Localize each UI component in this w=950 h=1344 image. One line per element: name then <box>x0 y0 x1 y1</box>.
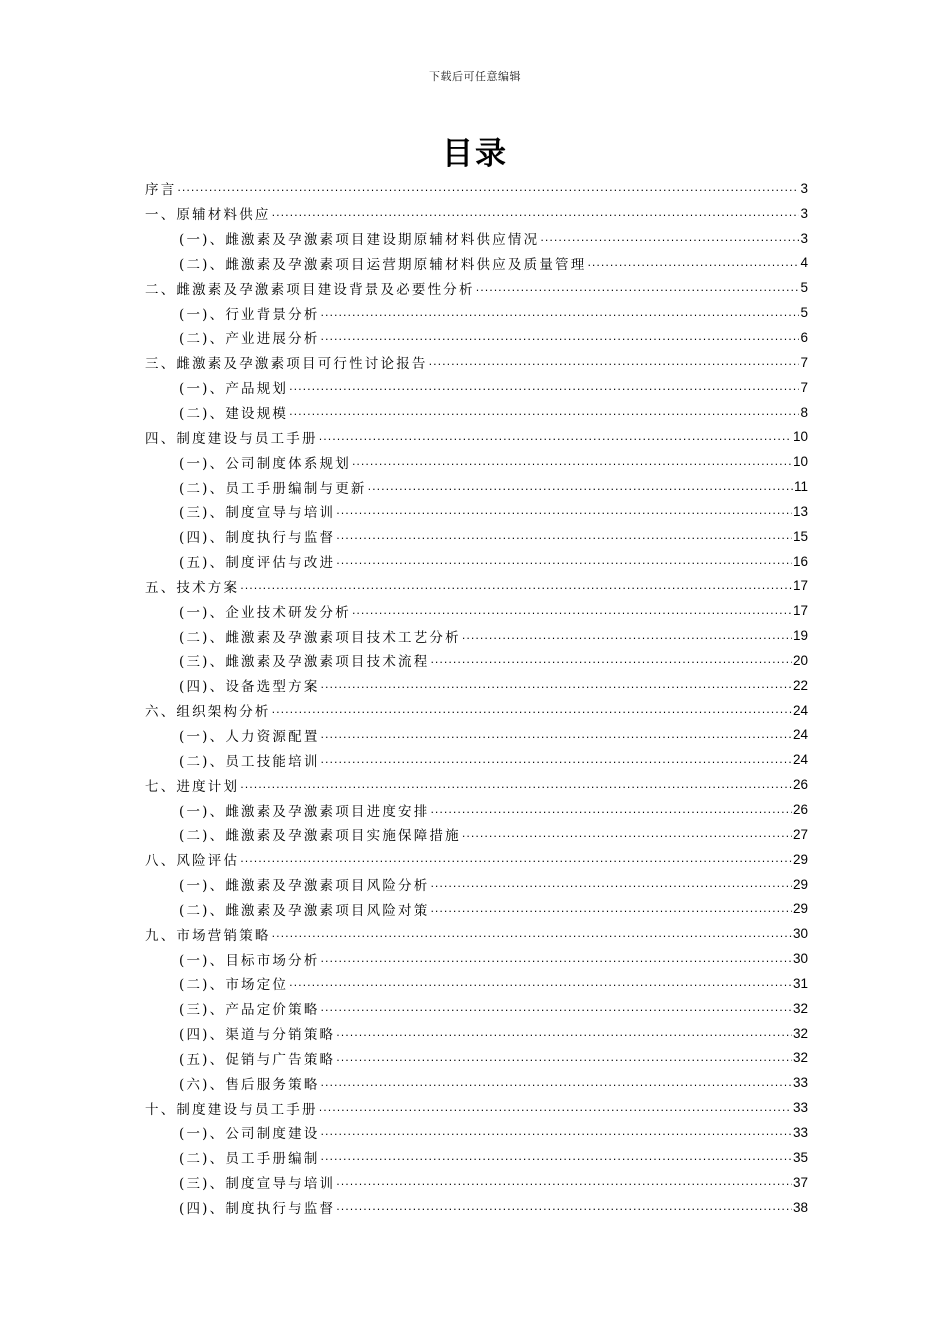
toc-entry-page-number: 29 <box>792 901 808 917</box>
toc-entry-chapter[interactable] <box>145 176 808 201</box>
toc-entry-label: 三、雌激素及孕激素项目可行性讨论报告 <box>145 356 428 373</box>
toc-entry-label: (二)、雌激素及孕激素项目运营期原辅材料供应及质量管理 <box>179 256 587 273</box>
dot-leader <box>321 1074 792 1088</box>
dot-leader <box>319 1099 792 1113</box>
toc-entry-section[interactable] <box>145 524 808 549</box>
dot-leader <box>336 527 792 541</box>
dot-leader <box>321 950 792 964</box>
toc-entry-chapter[interactable] <box>145 772 808 797</box>
toc-entry-page-number: 17 <box>792 578 808 594</box>
toc-entry-label: 八、风险评估 <box>145 853 240 870</box>
toc-entry-page-number: 33 <box>792 1075 808 1091</box>
toc-entry-label: (二)、建设规模 <box>179 406 289 423</box>
dot-leader <box>476 279 800 293</box>
toc-entry-label: (一)、行业背景分析 <box>179 306 320 323</box>
toc-entry-chapter[interactable] <box>145 847 808 872</box>
toc-entry-label: (三)、产品定价策略 <box>179 1002 320 1019</box>
dot-leader <box>272 204 800 218</box>
toc-entry-page-number: 8 <box>800 404 808 420</box>
toc-entry-page-number: 30 <box>792 951 808 967</box>
toc-entry-page-number: 5 <box>800 305 808 321</box>
toc-entry-section[interactable] <box>145 449 808 474</box>
toc-entry-label: 二、雌激素及孕激素项目建设背景及必要性分析 <box>145 281 475 298</box>
toc-entry-section[interactable] <box>145 226 808 251</box>
toc-entry-section[interactable] <box>145 1046 808 1071</box>
toc-entry-section[interactable] <box>145 300 808 325</box>
toc-entry-section[interactable] <box>145 325 808 350</box>
dot-leader <box>336 1173 792 1187</box>
toc-entry-chapter[interactable] <box>145 574 808 599</box>
toc-entry-section[interactable] <box>145 648 808 673</box>
toc-entry-label: (三)、雌激素及孕激素项目技术流程 <box>179 654 430 671</box>
toc-entry-page-number: 30 <box>792 926 808 942</box>
toc-entry-label: 六、组织架构分析 <box>145 704 271 721</box>
toc-entry-label: 一、原辅材料供应 <box>145 207 271 224</box>
toc-entry-page-number: 10 <box>792 454 808 470</box>
toc-entry-section[interactable] <box>145 872 808 897</box>
toc-entry-page-number: 3 <box>800 180 808 196</box>
toc-entry-label: (二)、员工手册编制与更新 <box>179 480 367 497</box>
toc-entry-label: (一)、目标市场分析 <box>179 952 320 969</box>
toc-entry-chapter[interactable] <box>145 424 808 449</box>
toc-entry-chapter[interactable] <box>145 698 808 723</box>
toc-entry-label: (一)、公司制度体系规划 <box>179 455 351 472</box>
toc-entry-page-number: 35 <box>792 1149 808 1165</box>
toc-entry-section[interactable] <box>145 723 808 748</box>
dot-leader <box>430 801 792 815</box>
toc-entry-page-number: 33 <box>792 1100 808 1116</box>
toc-entry-label: 四、制度建设与员工手册 <box>145 430 318 447</box>
toc-entry-section[interactable] <box>145 1195 808 1220</box>
toc-entry-label: 十、制度建设与员工手册 <box>145 1101 318 1118</box>
toc-entry-chapter[interactable] <box>145 275 808 300</box>
toc-entry-section[interactable] <box>145 896 808 921</box>
toc-entry-label: (二)、雌激素及孕激素项目实施保障措施 <box>179 828 461 845</box>
toc-entry-label: 九、市场营销策略 <box>145 927 271 944</box>
dot-leader <box>321 304 800 318</box>
dot-leader <box>368 478 793 492</box>
toc-entry-label: (一)、雌激素及孕激素项目进度安排 <box>179 803 430 820</box>
dot-leader <box>240 850 792 864</box>
table-of-contents <box>145 176 808 1219</box>
toc-entry-section[interactable] <box>145 1145 808 1170</box>
toc-entry-page-number: 10 <box>792 429 808 445</box>
toc-entry-label: (五)、制度评估与改进 <box>179 555 336 572</box>
toc-entry-section[interactable] <box>145 1070 808 1095</box>
toc-entry-page-number: 7 <box>800 354 808 370</box>
toc-entry-label: (一)、雌激素及孕激素项目建设期原辅材料供应情况 <box>179 232 540 249</box>
toc-entry-page-number: 6 <box>800 329 808 345</box>
toc-entry-page-number: 4 <box>800 255 808 271</box>
toc-entry-page-number: 3 <box>800 230 808 246</box>
toc-entry-label: 五、技术方案 <box>145 579 240 596</box>
toc-entry-page-number: 11 <box>793 479 808 495</box>
page-title: 目录 <box>442 136 508 172</box>
toc-entry-page-number: 24 <box>792 727 808 743</box>
toc-entry-section[interactable] <box>145 747 808 772</box>
toc-entry-page-number: 24 <box>792 752 808 768</box>
toc-entry-section[interactable] <box>145 822 808 847</box>
toc-entry-section[interactable] <box>145 251 808 276</box>
toc-entry-label: (五)、促销与广告策略 <box>179 1051 336 1068</box>
toc-entry-label: (二)、市场定位 <box>179 977 289 994</box>
toc-entry-page-number: 15 <box>792 528 808 544</box>
toc-entry-page-number: 20 <box>792 652 808 668</box>
toc-entry-label: (一)、产品规划 <box>179 381 289 398</box>
toc-entry-page-number: 3 <box>800 205 808 221</box>
dot-leader <box>429 353 800 367</box>
toc-entry-section[interactable] <box>145 996 808 1021</box>
toc-entry-label: (一)、人力资源配置 <box>179 728 320 745</box>
toc-entry-label: (二)、雌激素及孕激素项目技术工艺分析 <box>179 629 461 646</box>
dot-leader <box>319 428 792 442</box>
dot-leader <box>430 651 792 665</box>
dot-leader <box>430 875 792 889</box>
dot-leader <box>321 751 792 765</box>
toc-entry-section[interactable] <box>145 971 808 996</box>
toc-entry-section[interactable] <box>145 673 808 698</box>
dot-leader <box>336 1049 792 1063</box>
dot-leader <box>587 254 799 268</box>
toc-entry-page-number: 27 <box>792 826 808 842</box>
toc-entry-page-number: 32 <box>792 1000 808 1016</box>
dot-leader <box>540 229 799 243</box>
dot-leader <box>321 999 792 1013</box>
toc-entry-chapter[interactable] <box>145 350 808 375</box>
dot-leader <box>336 502 792 516</box>
toc-entry-section[interactable] <box>145 400 808 425</box>
toc-entry-label: (一)、公司制度建设 <box>179 1126 320 1143</box>
dot-leader <box>177 179 799 193</box>
toc-entry-page-number: 26 <box>792 777 808 793</box>
dot-leader <box>321 1123 792 1137</box>
toc-entry-page-number: 22 <box>792 677 808 693</box>
toc-entry-label: (四)、渠道与分销策略 <box>179 1027 336 1044</box>
toc-entry-page-number: 38 <box>792 1199 808 1215</box>
toc-entry-page-number: 19 <box>792 628 808 644</box>
toc-entry-page-number: 32 <box>792 1050 808 1066</box>
toc-entry-section[interactable] <box>145 1021 808 1046</box>
toc-entry-section[interactable] <box>145 474 808 499</box>
header-note: 下载后可任意编辑 <box>429 70 521 83</box>
toc-entry-page-number: 32 <box>792 1025 808 1041</box>
toc-entry-label: (六)、售后服务策略 <box>179 1076 320 1093</box>
toc-entry-page-number: 13 <box>792 503 808 519</box>
toc-entry-label: (二)、员工手册编制 <box>179 1151 320 1168</box>
toc-entry-page-number: 33 <box>792 1124 808 1140</box>
toc-entry-label: 七、进度计划 <box>145 778 240 795</box>
toc-entry-section[interactable] <box>145 375 808 400</box>
toc-entry-page-number: 29 <box>792 876 808 892</box>
dot-leader <box>321 676 792 690</box>
toc-entry-page-number: 7 <box>800 379 808 395</box>
toc-entry-label: (四)、设备选型方案 <box>179 679 320 696</box>
toc-entry-page-number: 31 <box>792 975 808 991</box>
dot-leader <box>272 701 792 715</box>
toc-entry-label: (四)、制度执行与监督 <box>179 530 336 547</box>
toc-entry-chapter[interactable] <box>145 1095 808 1120</box>
toc-entry-section[interactable] <box>145 797 808 822</box>
toc-entry-page-number: 16 <box>792 553 808 569</box>
dot-leader <box>289 378 799 392</box>
toc-entry-label: (四)、制度执行与监督 <box>179 1201 336 1218</box>
dot-leader <box>462 627 792 641</box>
dot-leader <box>430 900 792 914</box>
toc-entry-label: (二)、员工技能培训 <box>179 753 320 770</box>
dot-leader <box>321 726 792 740</box>
dot-leader <box>240 577 792 591</box>
dot-leader <box>352 602 792 616</box>
dot-leader <box>321 328 800 342</box>
toc-entry-label: (二)、产业进展分析 <box>179 331 320 348</box>
dot-leader <box>336 1024 792 1038</box>
toc-entry-label: (三)、制度宣导与培训 <box>179 505 336 522</box>
toc-entry-section[interactable] <box>145 623 808 648</box>
toc-entry-label: (二)、雌激素及孕激素项目风险对策 <box>179 902 430 919</box>
dot-leader <box>272 925 792 939</box>
toc-entry-chapter[interactable] <box>145 201 808 226</box>
toc-entry-chapter[interactable] <box>145 921 808 946</box>
toc-entry-page-number: 29 <box>792 851 808 867</box>
dot-leader <box>462 825 792 839</box>
toc-entry-page-number: 5 <box>800 280 808 296</box>
dot-leader <box>336 552 792 566</box>
dot-leader <box>321 1148 792 1162</box>
dot-leader <box>336 1198 792 1212</box>
dot-leader <box>289 403 799 417</box>
toc-entry-page-number: 37 <box>792 1174 808 1190</box>
dot-leader <box>352 453 792 467</box>
toc-entry-page-number: 26 <box>792 802 808 818</box>
toc-entry-page-number: 24 <box>792 702 808 718</box>
toc-entry-section[interactable] <box>145 1120 808 1145</box>
toc-entry-section[interactable] <box>145 1170 808 1195</box>
toc-entry-label: 序言 <box>145 182 177 199</box>
toc-entry-section[interactable] <box>145 549 808 574</box>
toc-entry-label: (一)、企业技术研发分析 <box>179 604 351 621</box>
dot-leader <box>240 776 792 790</box>
toc-entry-section[interactable] <box>145 598 808 623</box>
toc-entry-label: (一)、雌激素及孕激素项目风险分析 <box>179 878 430 895</box>
toc-entry-section[interactable] <box>145 499 808 524</box>
toc-entry-page-number: 17 <box>792 603 808 619</box>
toc-entry-label: (三)、制度宣导与培训 <box>179 1176 336 1193</box>
toc-entry-section[interactable] <box>145 946 808 971</box>
dot-leader <box>289 974 792 988</box>
